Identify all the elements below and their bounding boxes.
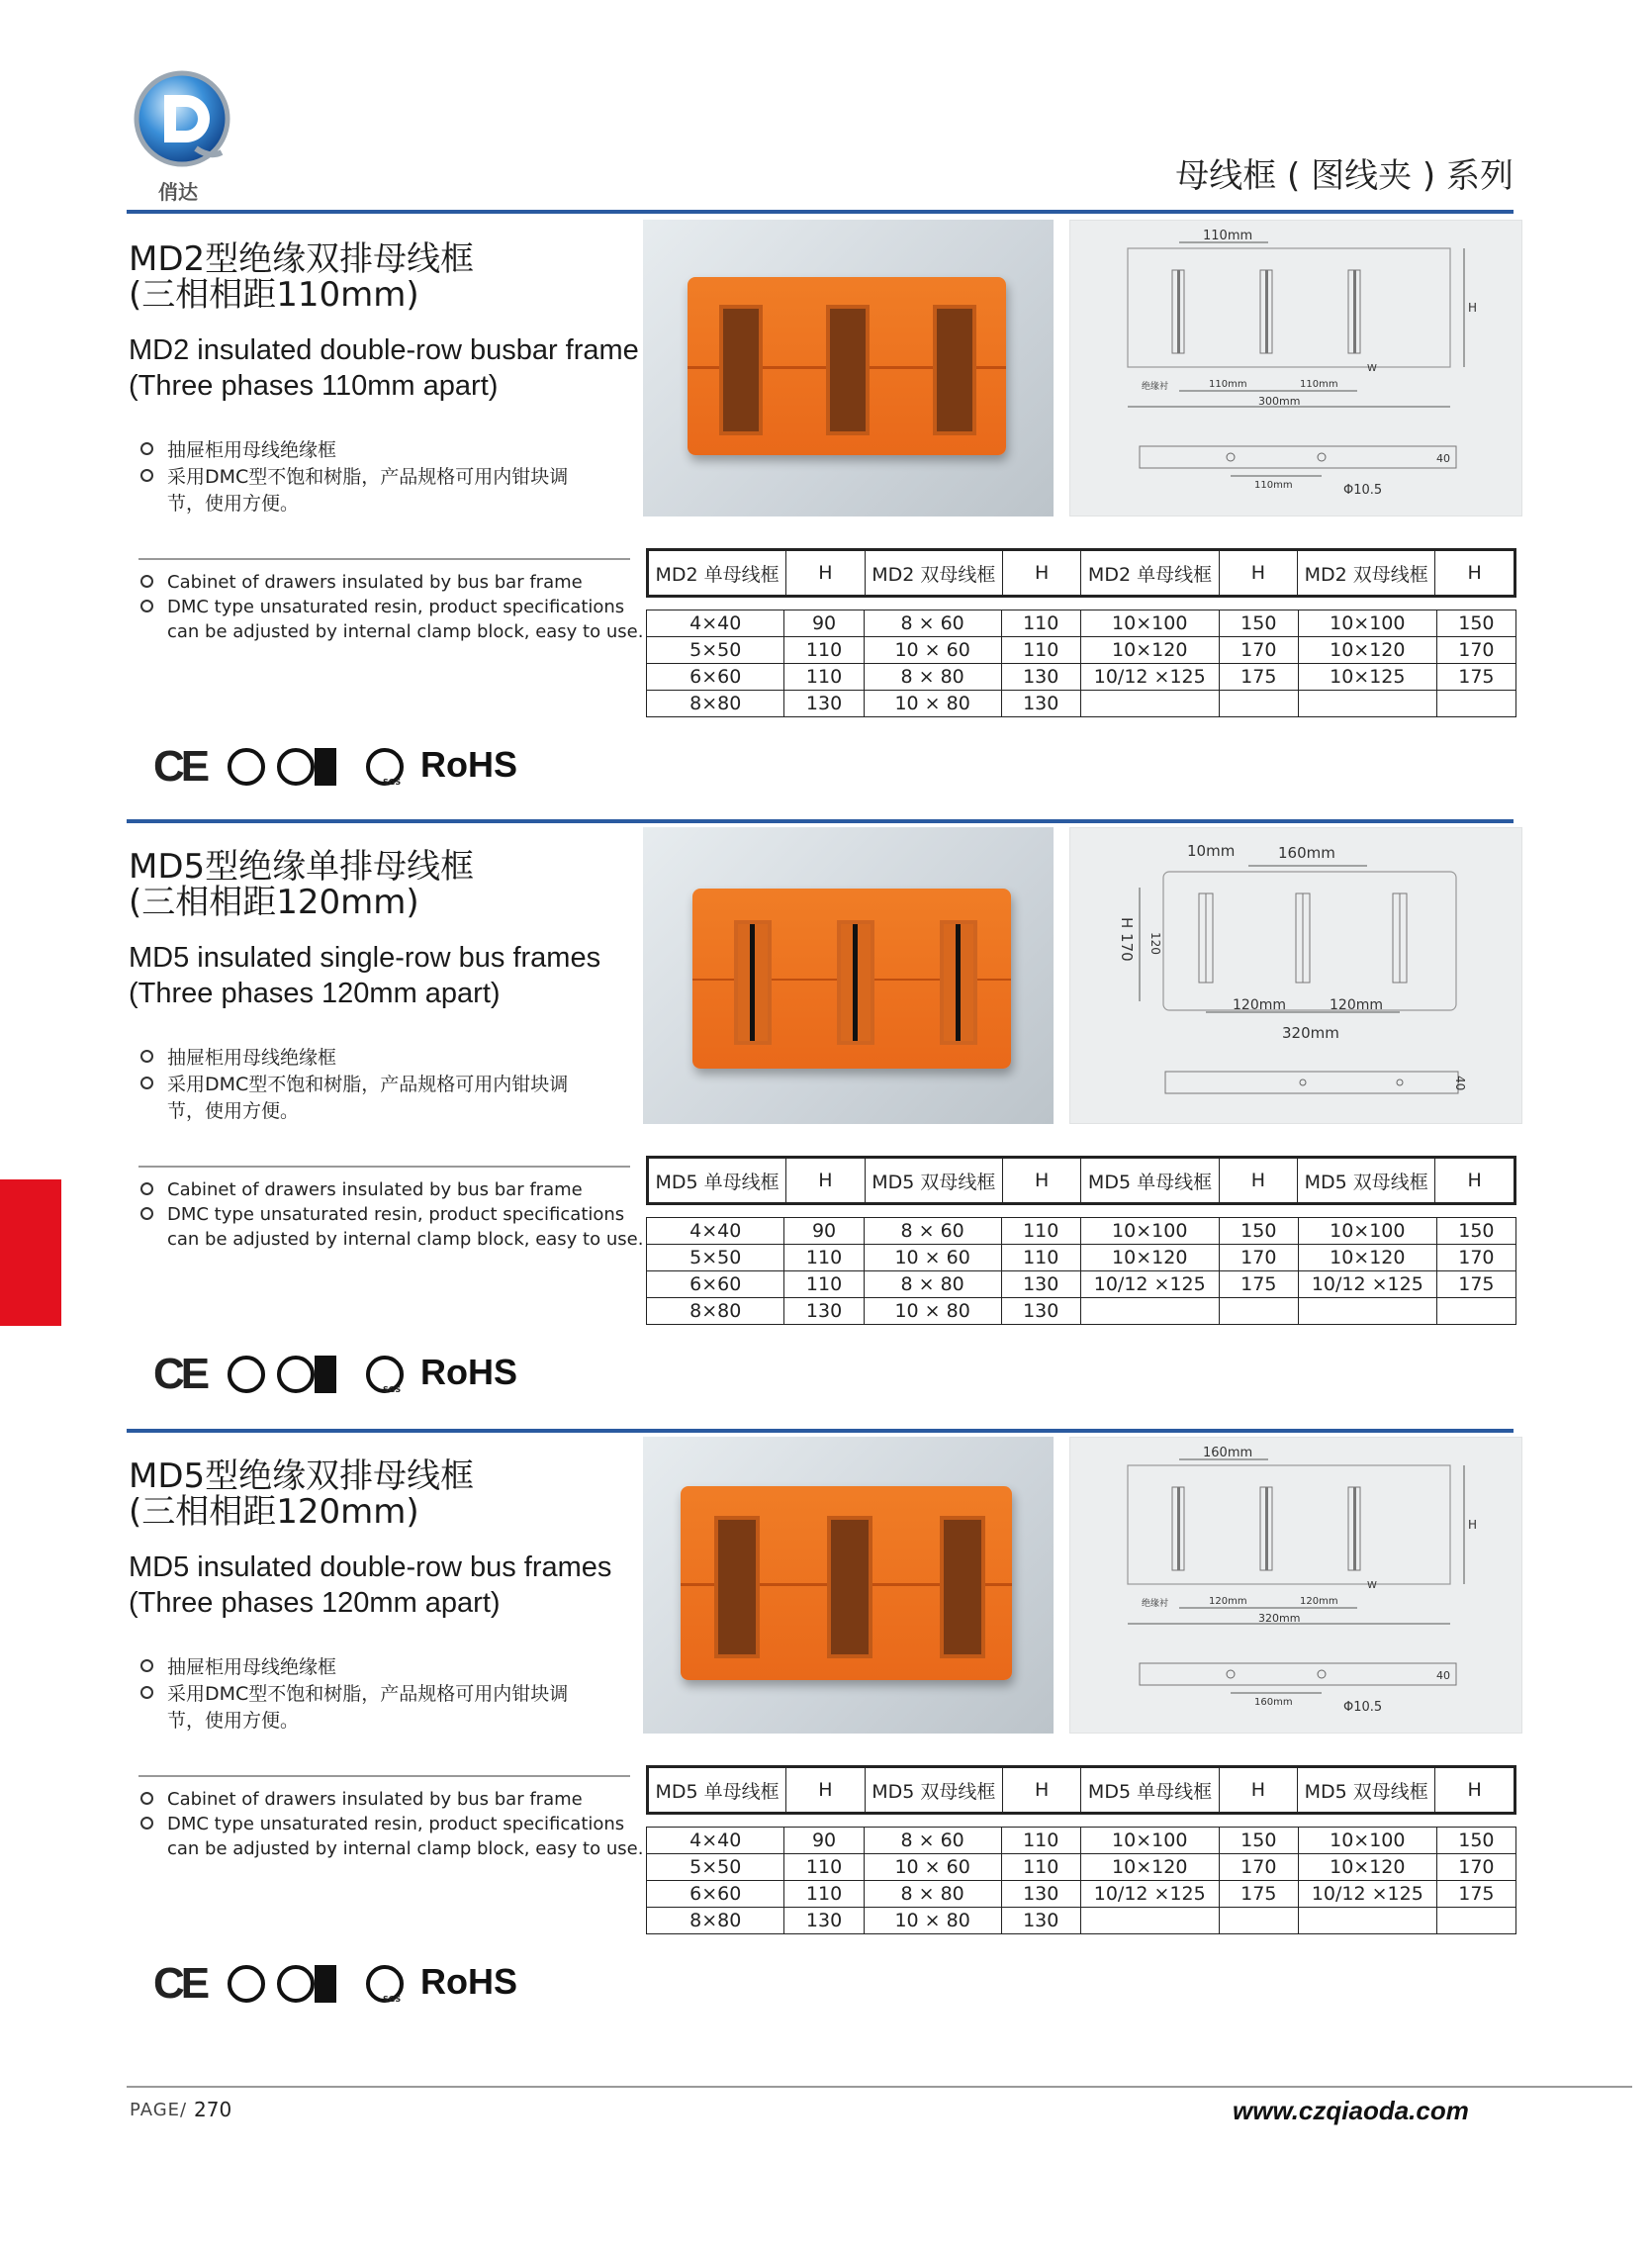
bullets-en: Cabinet of drawers insulated by bus bar frame DMC type unsaturated resin, product specifications can be adjusted by internal clamp block, easy to use. — [140, 570, 643, 644]
product-photo — [643, 827, 1054, 1124]
svg-text:320mm: 320mm — [1282, 1024, 1339, 1042]
svg-text:160mm: 160mm — [1203, 1446, 1253, 1460]
svg-text:10mm: 10mm — [1187, 842, 1236, 860]
svg-text:H 170: H 170 — [1118, 917, 1136, 962]
svg-text:40: 40 — [1436, 1669, 1450, 1682]
bullets-en: Cabinet of drawers insulated by bus bar frame DMC type unsaturated resin, product specifications can be adjusted by internal clamp block, easy to use. — [140, 1787, 643, 1861]
product-title-en: MD5 insulated single-row bus frames (Three phases 120mm apart) — [129, 942, 601, 1009]
bullets-en: Cabinet of drawers insulated by bus bar frame DMC type unsaturated resin, product specifications can be adjusted by internal clamp block, easy to use. — [140, 1177, 643, 1252]
table-row: 6×60 110 8 × 80 130 10/12 ×125 175 10/12 ×125 175 — [647, 1881, 1516, 1908]
svg-text:120mm: 120mm — [1233, 997, 1286, 1013]
svg-text:H: H — [1468, 301, 1478, 315]
cert-seal-icon — [228, 1356, 265, 1393]
page-number: 270 — [194, 2098, 232, 2121]
spec-table-header: MD5 单母线框 H MD5 双母线框 H MD5 单母线框 H MD5 双母线框 H — [646, 1156, 1516, 1205]
table-row: 8×80 130 10 × 80 130 — [647, 1298, 1516, 1325]
bullet-separator — [138, 1166, 630, 1168]
table-row: 4×40 90 8 × 60 110 10×100 150 10×100 150 — [647, 1828, 1516, 1854]
svg-text:Φ10.5: Φ10.5 — [1343, 483, 1383, 498]
page-label: PAGE/ — [130, 2100, 188, 2120]
series-title: 母线框 ( 图线夹 ) 系列 — [1175, 156, 1514, 196]
svg-text:120: 120 — [1148, 932, 1162, 955]
svg-text:40: 40 — [1436, 452, 1450, 465]
quality-seal-icon — [277, 1965, 315, 2003]
svg-text:320mm: 320mm — [1258, 1612, 1301, 1625]
svg-text:绝缘衬: 绝缘衬 — [1142, 382, 1169, 392]
product-title-cn: MD2型绝缘双排母线框 (三相相距110mm) — [129, 239, 475, 315]
bullets-cn: 抽屉柜用母线绝缘框 采用DMC型不饱和树脂，产品规格可用内钳块调 节，使用方便。 — [140, 1045, 568, 1125]
table-row: 4×40 90 8 × 60 110 10×100 150 10×100 150 — [647, 610, 1516, 637]
product-section-md5-single: MD5型绝缘单排母线框 (三相相距120mm) MD5 insulated single-row bus frames (Three phases 120mm apart) 抽屉柜用母线绝缘框 采用DMC型不饱和树脂，产品规格可用内钳块调 节，使用方便。 Cabinet of drawers insulated by bus bar frame DMC type unsaturated resin, product specifications can be adjusted by internal clamp block, easy to use. 10mm 160mm H 170 120 120mm 120mm 320mm 40 MD5 单母线框 H MD5 双母线框 H MD5 单母线框 H MD5 双母线框 H 4×40 90 8 × 60 110 10×100 150 10×100 150 5×50 110 10 × 60 110 10×120 170 10×120 170 6×60 110 8 × 80 130 10/12 ×125 175 10/12 ×125 175 8×80 130 10 × 80 130 CE SGS RoHS — [0, 849, 1652, 1453]
svg-text:110mm: 110mm — [1209, 379, 1247, 390]
product-section-md5-double: MD5型绝缘双排母线框 (三相相距120mm) MD5 insulated double-row bus frames (Three phases 120mm apart) 抽屉柜用母线绝缘框 采用DMC型不饱和树脂，产品规格可用内钳块调 节，使用方便。 Cabinet of drawers insulated by bus bar frame DMC type unsaturated resin, product specifications can be adjusted by internal clamp block, easy to use. 160mm H W 绝缘衬 120mm 120mm 320mm 40 160mm Φ10.5 MD5 单母线框 H MD5 双母线框 H MD5 单母线框 H MD5 双母线框 H 4×40 90 8 × 60 110 10×100 150 10×100 150 5×50 110 10 × 60 110 10×120 170 10×120 170 6×60 110 8 × 80 130 10/12 ×125 175 10/12 ×125 175 8×80 130 10 × 80 130 CE SGS RoHS — [0, 1458, 1652, 2062]
dimension-diagram — [1069, 827, 1522, 1124]
table-row: 8×80 130 10 × 80 130 — [647, 691, 1516, 717]
spec-table — [646, 1827, 1516, 1934]
svg-text:Φ10.5: Φ10.5 — [1343, 1700, 1383, 1715]
spec-table — [646, 1217, 1516, 1325]
bullet-separator — [138, 1775, 630, 1777]
svg-text:120mm: 120mm — [1330, 997, 1383, 1013]
rohs-mark: RoHS — [420, 1352, 517, 1392]
table-row: 5×50 110 10 × 60 110 10×120 170 10×120 170 — [647, 1854, 1516, 1881]
quality-seal-icon — [277, 748, 315, 786]
product-title-cn: MD5型绝缘双排母线框 (三相相距120mm) — [129, 1456, 475, 1532]
ce-mark-icon: CE — [153, 1350, 207, 1398]
table-row: 5×50 110 10 × 60 110 10×120 170 10×120 170 — [647, 637, 1516, 664]
table-row: 6×60 110 8 × 80 130 10/12 ×125 175 10×125 175 — [647, 664, 1516, 691]
ce-mark-icon: CE — [153, 1959, 207, 2008]
svg-text:160mm: 160mm — [1254, 1697, 1293, 1708]
ukas-mark-icon — [315, 748, 336, 786]
quality-seal-icon — [277, 1356, 315, 1393]
table-row: 4×40 90 8 × 60 110 10×100 150 10×100 150 — [647, 1218, 1516, 1245]
ukas-mark-icon — [315, 1356, 336, 1393]
table-row: 5×50 110 10 × 60 110 10×120 170 10×120 170 — [647, 1245, 1516, 1271]
product-photo — [643, 1437, 1054, 1734]
ce-mark-icon: CE — [153, 742, 207, 791]
product-section-md2-double: MD2型绝缘双排母线框 (三相相距110mm) MD2 insulated double-row busbar frame (Three phases 110mm apart) 抽屉柜用母线绝缘框 采用DMC型不饱和树脂，产品规格可用内钳块调 节，使用方便。 Cabinet of drawers insulated by bus bar frame DMC type unsaturated resin, product specifications can be adjusted by internal clamp block, easy to use. 110mm H W 绝缘衬 110mm 110mm 300mm 40 110mm Φ10.5 MD2 单母线框 H MD2 双母线框 H MD2 单母线框 H MD2 双母线框 H 4×40 90 8 × 60 110 10×100 150 10×100 150 5×50 110 10 × 60 110 10×120 170 10×120 170 6×60 110 8 × 80 130 10/12 ×125 175 10×125 175 8×80 130 10 × 80 130 CE SGS RoHS — [0, 241, 1652, 845]
table-row: 6×60 110 8 × 80 130 10/12 ×125 175 10/12 ×125 175 — [647, 1271, 1516, 1298]
dimension-diagram — [1069, 220, 1522, 516]
svg-text:110mm: 110mm — [1300, 379, 1338, 390]
table-row: 8×80 130 10 × 80 130 — [647, 1908, 1516, 1934]
footer-divider — [127, 2086, 1632, 2088]
svg-text:W: W — [1367, 363, 1377, 374]
logo-text: 俏达 — [158, 180, 198, 204]
rohs-mark: RoHS — [420, 744, 517, 785]
spec-table-header: MD2 单母线框 H MD2 双母线框 H MD2 单母线框 H MD2 双母线框 H — [646, 548, 1516, 598]
svg-text:120mm: 120mm — [1209, 1596, 1247, 1607]
svg-text:300mm: 300mm — [1258, 395, 1301, 408]
header-divider — [127, 210, 1514, 214]
svg-text:绝缘衬: 绝缘衬 — [1142, 1599, 1169, 1609]
svg-text:120mm: 120mm — [1300, 1596, 1338, 1607]
bullets-cn: 抽屉柜用母线绝缘框 采用DMC型不饱和树脂，产品规格可用内钳块调 节，使用方便。 — [140, 1654, 568, 1735]
svg-text:40: 40 — [1453, 1076, 1467, 1091]
svg-text:160mm: 160mm — [1278, 844, 1335, 862]
ukas-mark-icon — [315, 1965, 336, 2003]
cert-seal-icon — [228, 748, 265, 786]
spec-table — [646, 610, 1516, 717]
bullets-cn: 抽屉柜用母线绝缘框 采用DMC型不饱和树脂，产品规格可用内钳块调 节，使用方便。 — [140, 437, 568, 517]
bullet-separator — [138, 558, 630, 560]
dimension-diagram — [1069, 1437, 1522, 1734]
website-link[interactable]: www.czqiaoda.com — [1233, 2096, 1469, 2125]
svg-text:W: W — [1367, 1580, 1377, 1591]
svg-text:H: H — [1468, 1518, 1478, 1532]
rohs-mark: RoHS — [420, 1961, 517, 2002]
product-title-cn: MD5型绝缘单排母线框 (三相相距120mm) — [129, 847, 475, 922]
spec-table-header: MD5 单母线框 H MD5 双母线框 H MD5 单母线框 H MD5 双母线框 H — [646, 1765, 1516, 1815]
product-title-en: MD5 insulated double-row bus frames (Three phases 120mm apart) — [129, 1551, 612, 1619]
svg-text:110mm: 110mm — [1203, 229, 1253, 243]
product-photo — [643, 220, 1054, 516]
product-title-en: MD2 insulated double-row busbar frame (Three phases 110mm apart) — [129, 334, 639, 402]
svg-text:110mm: 110mm — [1254, 480, 1293, 491]
cert-seal-icon — [228, 1965, 265, 2003]
